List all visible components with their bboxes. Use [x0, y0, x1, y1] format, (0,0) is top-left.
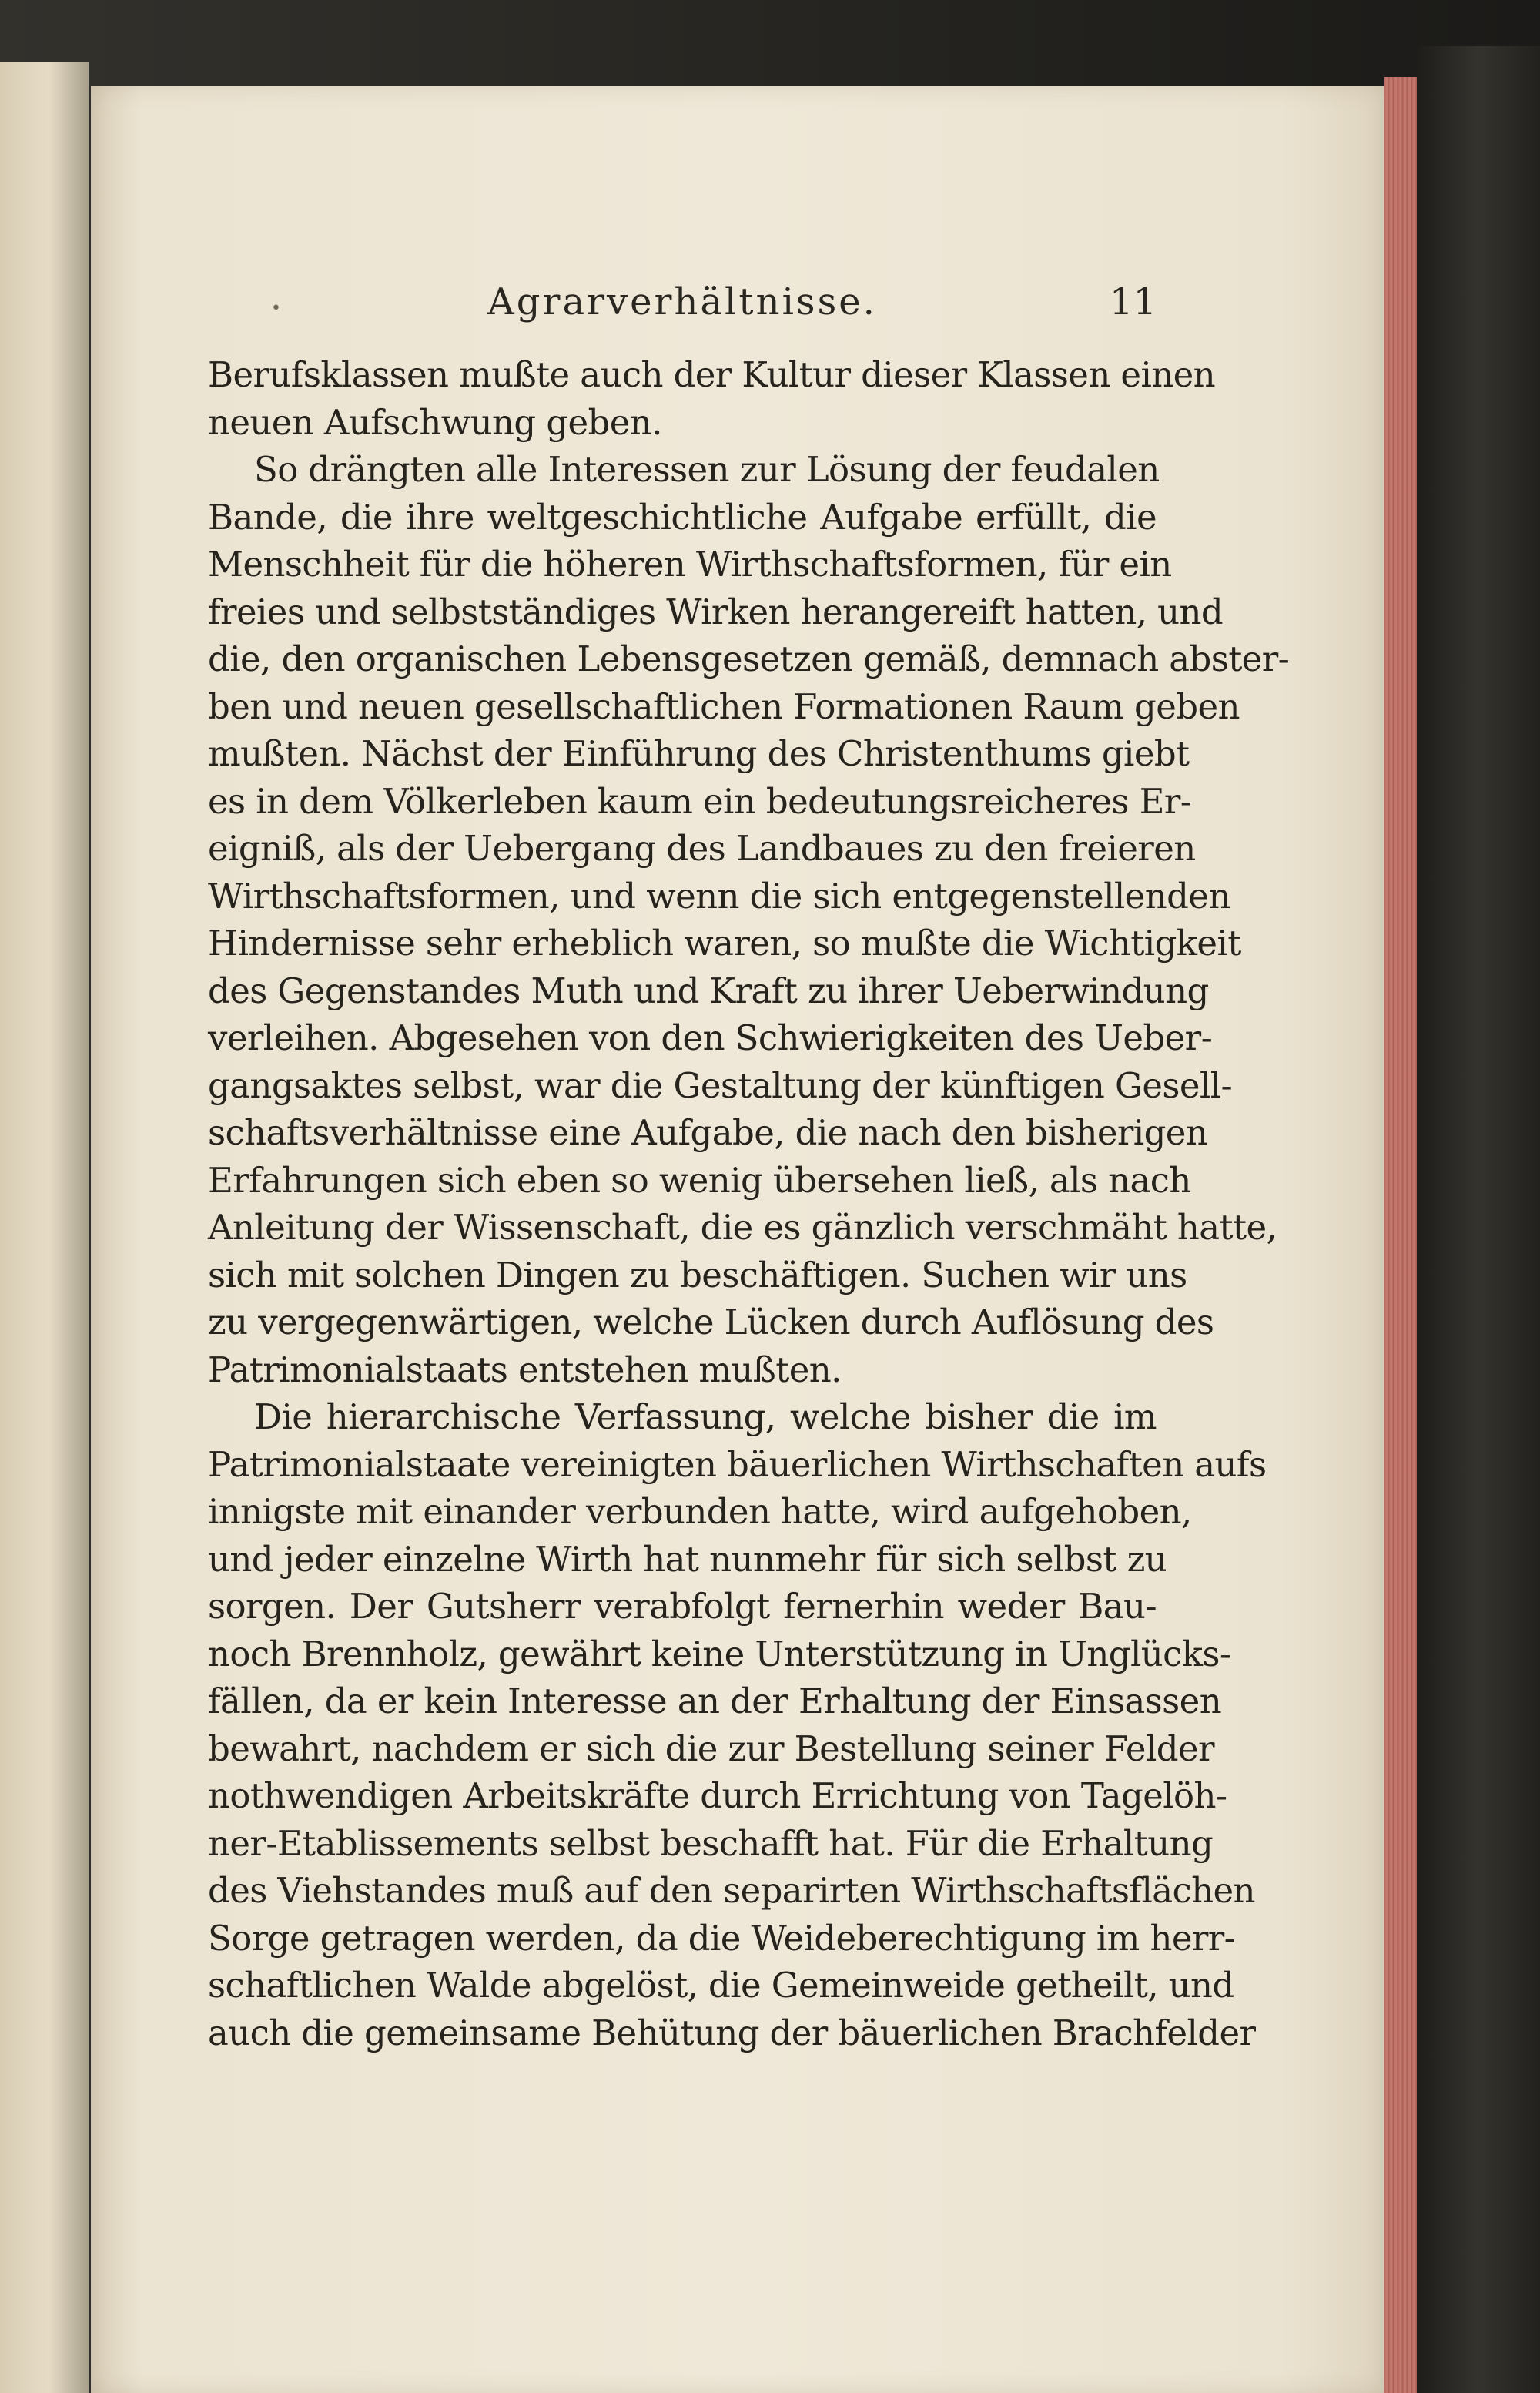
text-line: verleihen. Abgesehen von den Schwierigkeiten des Ueber-: [208, 1017, 1213, 1058]
facing-page-edge: [0, 62, 89, 2393]
text-line: schaftsverhältnisse eine Aufgabe, die nach den bisherigen: [208, 1112, 1208, 1153]
text-line: noch Brennholz, gewährt keine Unterstützung in Unglücks-: [208, 1633, 1231, 1674]
text-line: und jeder einzelne Wirth hat nunmehr für sich selbst zu: [208, 1538, 1167, 1580]
book-cover: [1417, 46, 1540, 2393]
text-line: gangsaktes selbst, war die Gestaltung der künftigen Gesell-: [208, 1064, 1233, 1106]
running-header: [208, 277, 1157, 331]
header-mark: •: [271, 299, 281, 318]
text-line: Erfahrungen sich eben so wenig übersehen ließ, als nach: [208, 1159, 1191, 1201]
text-line: zu vergegenwärtigen, welche Lücken durch Auflösung des: [208, 1302, 1214, 1342]
text-line: des Gegenstandes Muth und Kraft zu ihrer Ueberwindung: [208, 970, 1209, 1011]
text-line: So drängten alle Interessen zur Lösung der feudalen: [254, 449, 1160, 490]
text-line: neuen Aufschwung geben.: [208, 401, 662, 443]
text-line: bewahrt, nachdem er sich die zur Bestellung seiner Felder: [208, 1728, 1214, 1769]
text-line: Die hierarchische Verfassung, welche bisher die im: [254, 1396, 1157, 1437]
text-line: ner-Etablissements selbst beschafft hat. Für die Erhaltung: [208, 1822, 1214, 1864]
text-line: auch die gemeinsame Behütung der bäuerlichen Brachfelder: [208, 2012, 1256, 2053]
text-line: fällen, da er kein Interesse an der Erhaltung der Einsassen: [208, 1681, 1222, 1721]
text-line: schaftlichen Walde abgelöst, die Gemeinweide getheilt, und: [208, 1965, 1234, 2006]
text-line: Wirthschaftsformen, und wenn die sich entgegenstellenden: [208, 875, 1230, 917]
page-number: 11: [1109, 280, 1157, 323]
text-line: Bande, die ihre weltgeschichtliche Aufgabe erfüllt, die: [208, 496, 1157, 538]
text-line: Sorge getragen werden, da die Weideberechtigung im herr-: [208, 1917, 1236, 1959]
running-title: Agrarverhältnisse.: [487, 280, 877, 323]
text-line: freies und selbstständiges Wirken herangereift hatten, und: [208, 591, 1224, 632]
text-line: es in dem Völkerleben kaum ein bedeutungsreicheres Er-: [208, 780, 1192, 822]
text-line: sorgen. Der Gutsherr verabfolgt fernerhin weder Bau-: [208, 1586, 1157, 1627]
text-line: Patrimonialstaats entstehen mußten.: [208, 1349, 842, 1390]
text-line: innigste mit einander verbunden hatte, wird aufgehoben,: [208, 1491, 1192, 1532]
text-line: mußten. Nächst der Einführung des Christenthums giebt: [208, 733, 1190, 774]
text-line: sich mit solchen Dingen zu beschäftigen. Suchen wir uns: [208, 1254, 1187, 1295]
text-line: des Viehstandes muß auf den separirten Wirthschaftsflächen: [208, 1870, 1255, 1911]
text-line: Anleitung der Wissenschaft, die es gänzlich verschmäht hatte,: [208, 1207, 1277, 1248]
page-block-edge: [1384, 77, 1417, 2393]
text-line: nothwendigen Arbeitskräfte durch Errichtung von Tagelöh-: [208, 1775, 1227, 1816]
body-text: [208, 351, 1290, 2056]
text-line: Patrimonialstaate vereinigten bäuerlichen Wirthschaften aufs: [208, 1443, 1267, 1485]
text-line: Hindernisse sehr erheblich waren, so mußte die Wichtigkeit: [208, 923, 1241, 964]
text-line: Menschheit für die höheren Wirthschaftsformen, für ein: [208, 544, 1172, 585]
text-line: ben und neuen gesellschaftlichen Formationen Raum geben: [208, 685, 1240, 727]
text-line: Berufsklassen mußte auch der Kultur dieser Klassen einen: [208, 354, 1216, 395]
text-line: die, den organischen Lebensgesetzen gemäß, demnach abster-: [208, 638, 1290, 679]
text-line: eigniß, als der Uebergang des Landbaues zu den freieren: [208, 828, 1196, 869]
